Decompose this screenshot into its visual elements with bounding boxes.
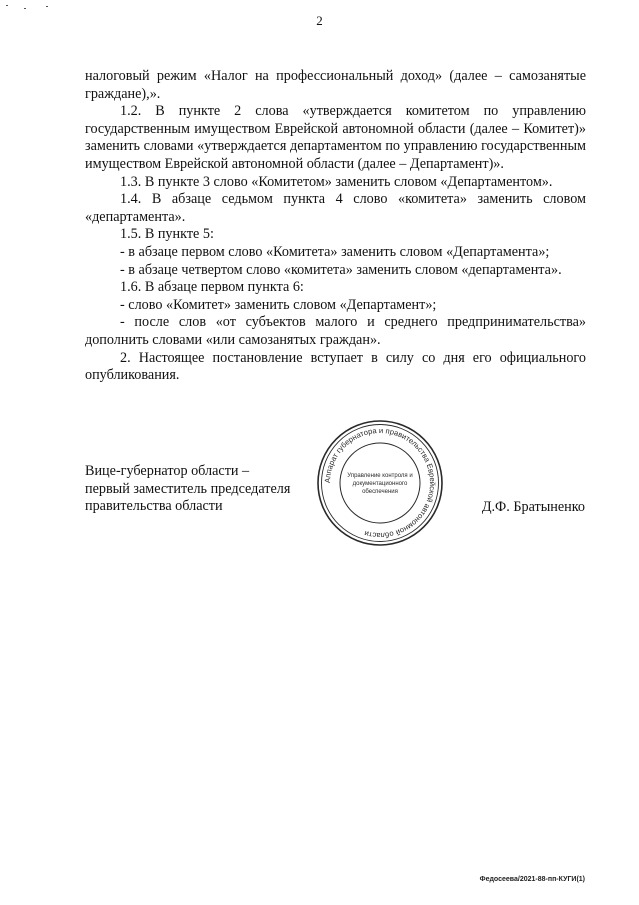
document-body	[85, 68, 586, 385]
stamp-ring-text: Аппарат губернатора и правительства Еврейской автономной области	[322, 425, 438, 541]
paragraph: 1.6. В абзаце первом пункта 6:	[120, 279, 304, 296]
paragraph: - в абзаце первом слово «Комитета» заменить словом «Департамента»;	[120, 243, 550, 260]
stamp-center-line: документационного	[352, 481, 408, 487]
paragraph: - после слов «от субъектов малого и среднего предпринимательства» дополнить словами «или самозанятых граждан».	[85, 314, 586, 348]
document-footer-code: Федосеева/2021-88-пп-КУГИ(1)	[479, 876, 585, 883]
official-stamp	[315, 418, 445, 548]
paragraph: 1.2. В пункте 2 слова «утверждается комитетом по управлению государственным имуществом Еврейской автономной области (далее – Комитет)» заменить словами «утверждается департаментом по управлению государственным имуществом Еврейской автономной области (далее – Департамент)».	[85, 103, 586, 172]
paragraph: 1.3. В пункте 3 слово «Комитетом» заменить словом «Департаментом».	[120, 173, 553, 190]
stamp-center-line: Управление контроля и	[347, 473, 413, 479]
signatory-name: Д.Ф. Братыненко	[481, 499, 585, 515]
signatory-position	[85, 463, 325, 516]
scan-speck	[24, 8, 26, 9]
scan-speck	[6, 5, 8, 6]
paragraph: - в абзаце четвертом слово «комитета» заменить словом «департамента».	[120, 261, 562, 278]
page-number: 2	[316, 13, 323, 28]
signatory-position-line: правительства области	[85, 498, 223, 515]
paragraph: 2. Настоящее постановление вступает в силу со дня его официального опубликования.	[85, 349, 586, 384]
signatory-position-line: Вице-губернатор области –	[85, 463, 250, 479]
scan-speck	[46, 6, 48, 7]
paragraph: 1.4. В абзаце седьмом пункта 4 слово «комитета» заменить словом «департамента».	[85, 191, 586, 225]
paragraph: 1.5. В пункте 5:	[120, 226, 214, 243]
stamp-center-line: обеспечения	[362, 489, 398, 495]
signatory-position-line: первый заместитель председателя	[85, 480, 291, 497]
paragraph: - слово «Комитет» заменить словом «Департамент»;	[120, 296, 437, 313]
paragraph: налоговый режим «Налог на профессиональный доход» (далее – самозанятые граждане),».	[85, 68, 586, 102]
